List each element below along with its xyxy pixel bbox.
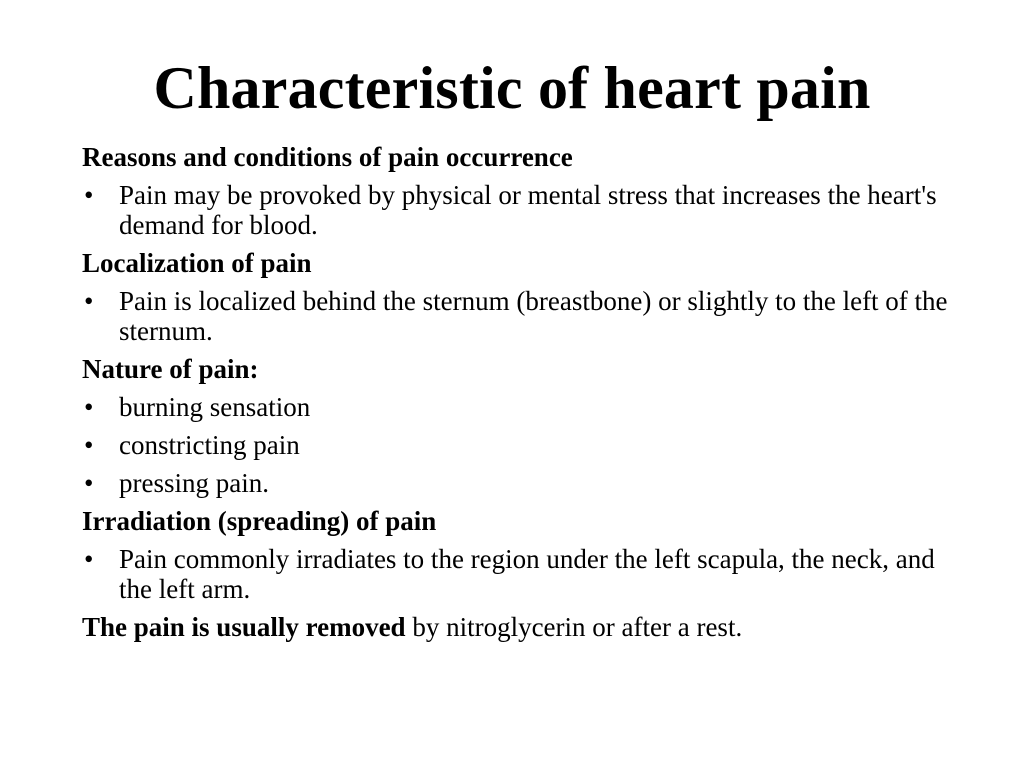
closing-bold-text: The pain is usually removed <box>82 612 406 642</box>
bullet-text: pressing pain. <box>119 468 269 498</box>
bullet-item <box>82 282 962 350</box>
bullet-icon: • <box>84 430 94 460</box>
bullet-text: Pain is localized behind the sternum (breastbone) or slightly to the left of the sternum. <box>119 286 948 346</box>
bullet-text: Pain may be provoked by physical or mental stress that increases the heart's demand for blood. <box>119 180 937 240</box>
bullet-item <box>82 176 962 244</box>
slide-title: Characteristic of heart pain <box>153 55 871 121</box>
bullet-icon: • <box>84 544 94 574</box>
bullet-icon: • <box>84 180 94 210</box>
bullet-text: constricting pain <box>119 430 300 460</box>
bullet-item <box>82 426 962 464</box>
section-heading-nature: Nature of pain: <box>82 354 259 384</box>
bullet-item <box>82 464 962 502</box>
bullet-item <box>82 388 962 426</box>
section-heading-localization: Localization of pain <box>82 248 312 278</box>
bullet-item <box>82 540 962 608</box>
bullet-text: Pain commonly irradiates to the region under the left scapula, the neck, and the left arm. <box>119 544 935 604</box>
bullet-icon: • <box>84 286 94 316</box>
section-heading-reasons: Reasons and conditions of pain occurrence <box>82 142 573 172</box>
bullet-icon: • <box>84 468 94 498</box>
bullet-icon: • <box>84 392 94 422</box>
closing-statement <box>82 608 962 646</box>
closing-rest-text: by nitroglycerin or after a rest. <box>405 612 743 642</box>
slide-content <box>82 138 962 646</box>
section-heading-irradiation: Irradiation (spreading) of pain <box>82 506 437 536</box>
bullet-text: burning sensation <box>119 392 311 422</box>
